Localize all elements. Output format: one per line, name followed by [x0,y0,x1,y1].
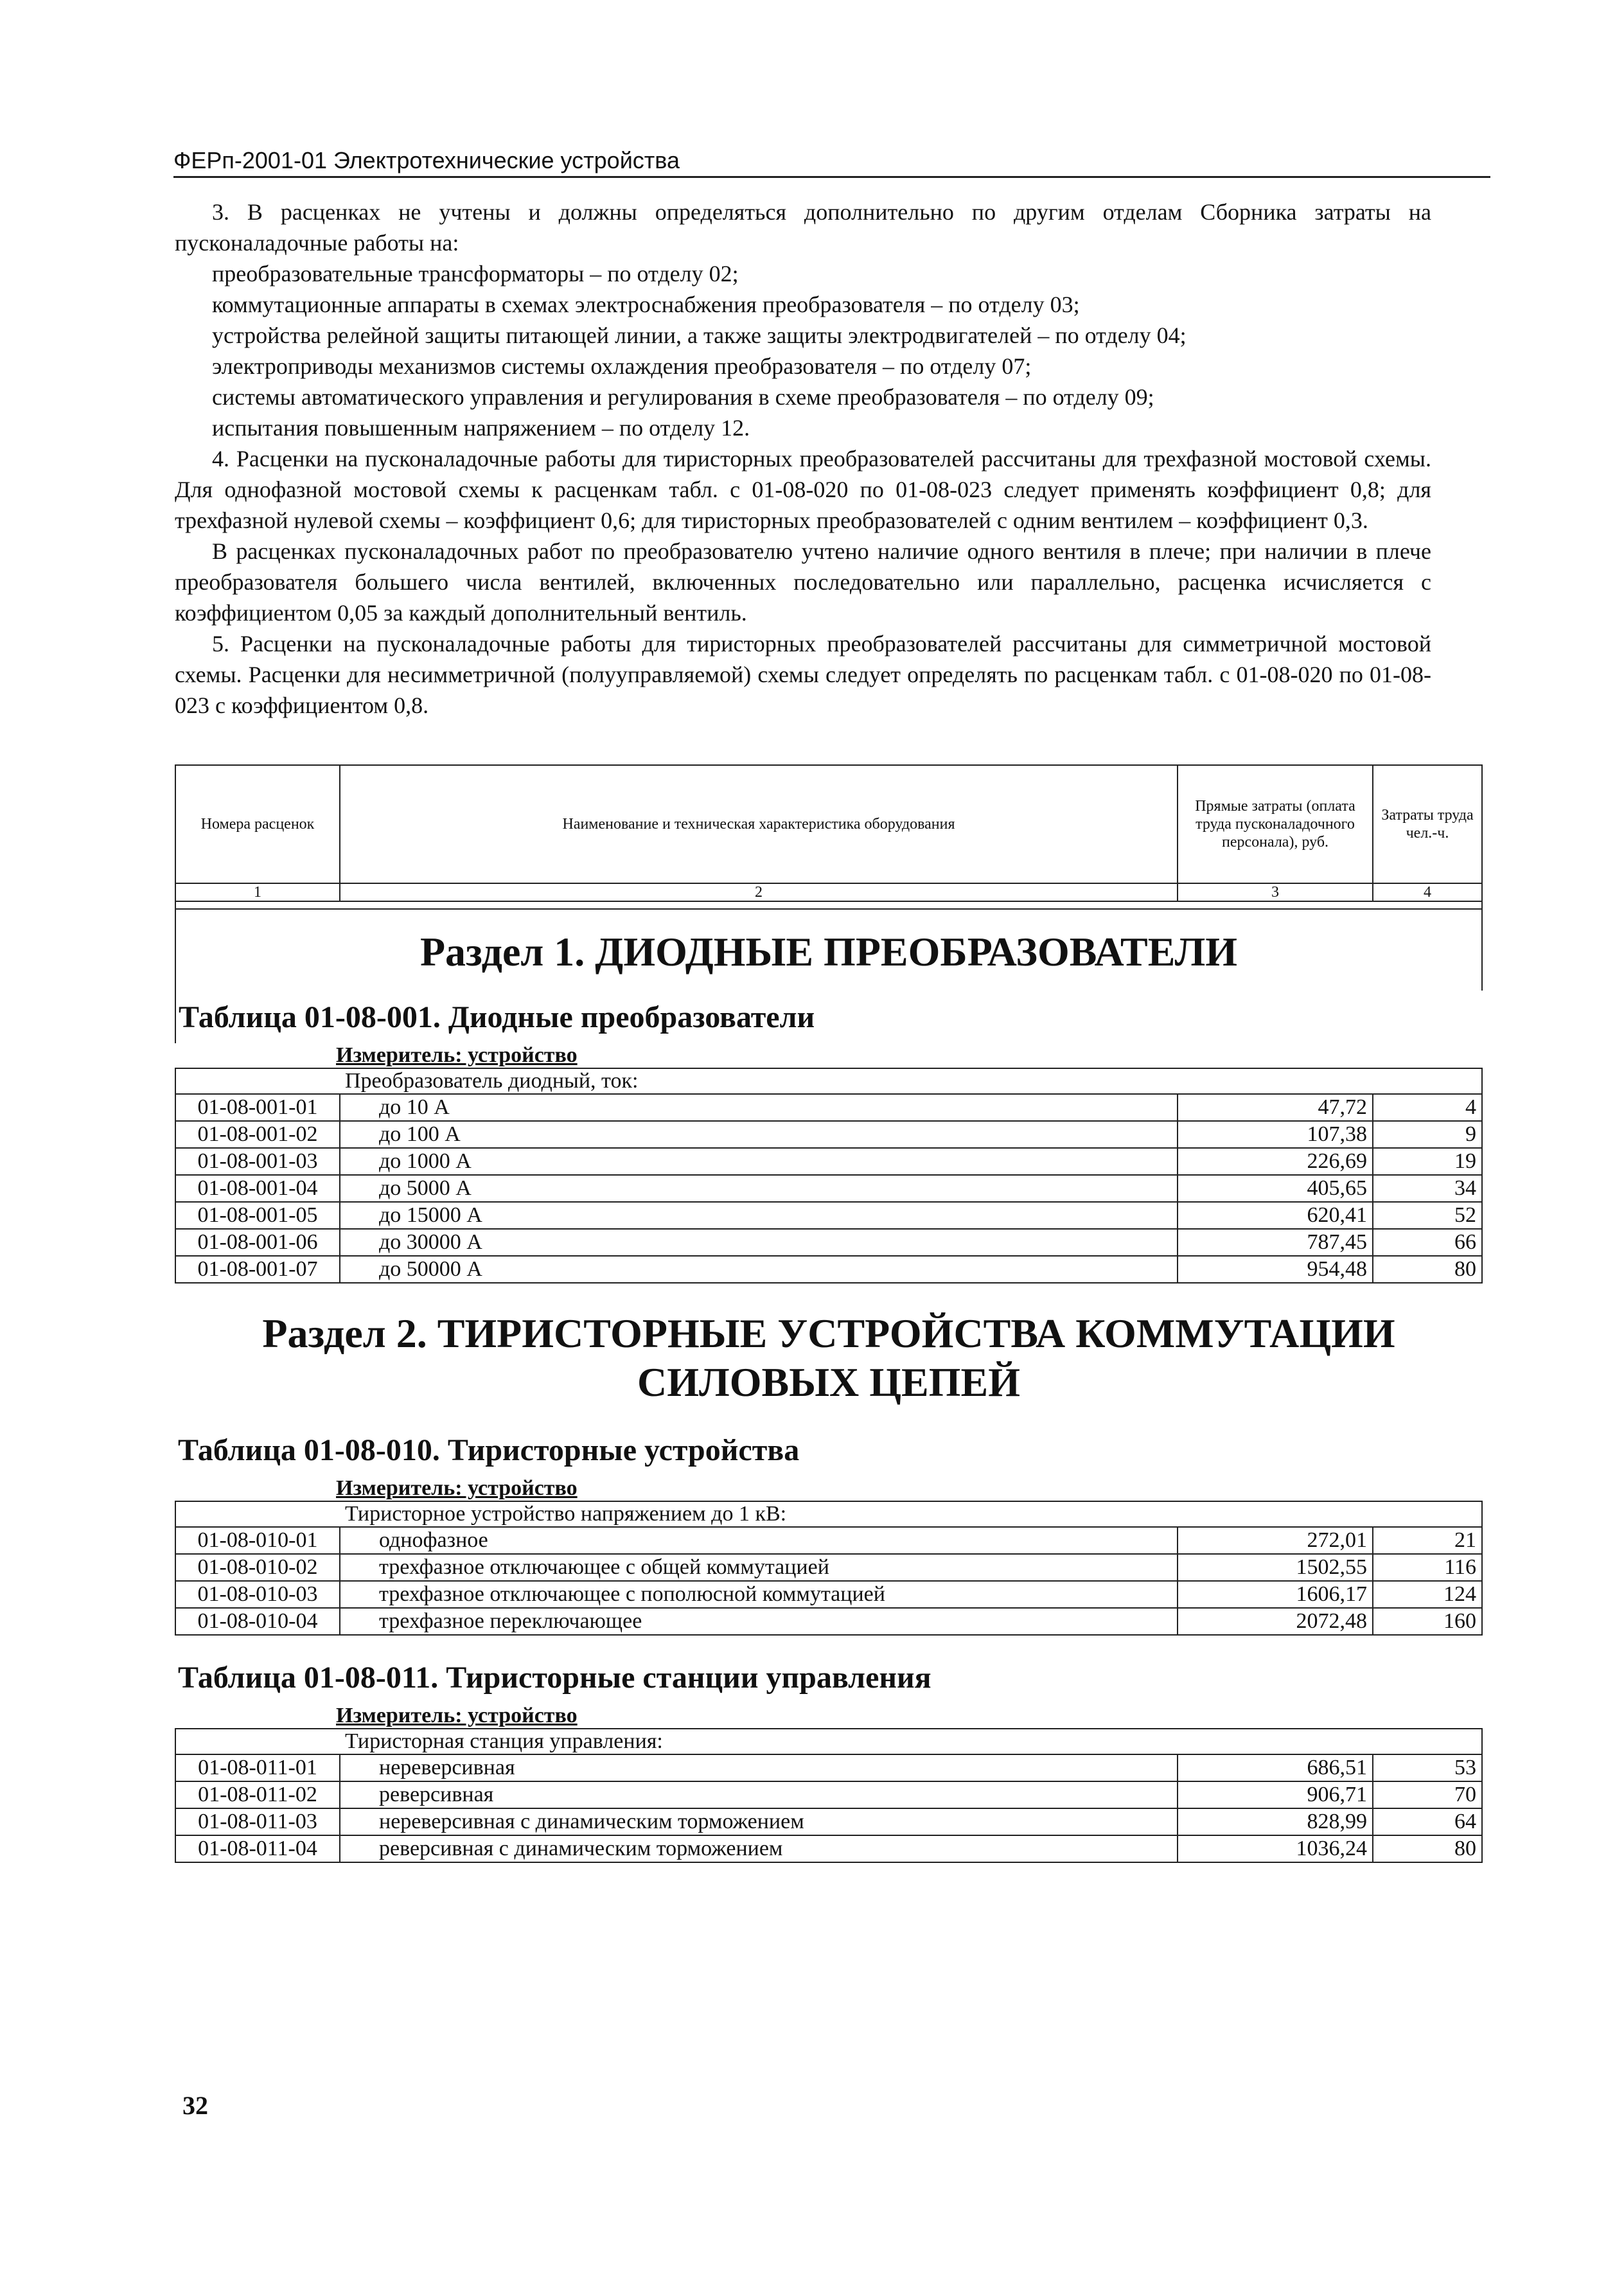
header-col-code: Номера расценок [175,765,340,883]
rate-code: 01-08-001-03 [175,1148,340,1175]
labor-value: 19 [1373,1148,1482,1175]
cost-value: 906,71 [1178,1781,1373,1808]
item-name: реверсивная с динамическим торможением [340,1835,1178,1862]
item-name: трехфазное отключающее с пополюсной коммутацией [340,1581,1178,1608]
table-row [175,1121,1482,1148]
col-number: 1 [175,883,340,901]
labor-value: 116 [1373,1554,1482,1581]
header-col-cost: Прямые затраты (оплата труда пусконаладочного персонала), руб. [1178,765,1373,883]
table-row [175,1781,1482,1808]
header-col-labor: Затраты труда чел.-ч. [1373,765,1482,883]
meter-label: Измеритель: устройство [175,1043,1482,1068]
labor-value: 124 [1373,1581,1482,1608]
table-row [175,1808,1482,1835]
item-name: до 50000 А [340,1256,1178,1283]
cost-value: 107,38 [1178,1121,1373,1148]
paragraph-3: 3. В расценках не учтены и должны определяться дополнительно по другим отделам Сборника затраты на пусконаладочные работы на: [175,199,1431,256]
labor-value: 4 [1373,1094,1482,1121]
rate-code: 01-08-011-04 [175,1835,340,1862]
item-name: трехфазное отключающее с общей коммутацией [340,1554,1178,1581]
labor-value: 52 [1373,1202,1482,1229]
spacer [175,901,1482,909]
cost-value: 620,41 [1178,1202,1373,1229]
labor-value: 80 [1373,1835,1482,1862]
table-row [175,1256,1482,1283]
list-item: устройства релейной защиты питающей линии, а также защиты электродвигателей – по отделу 04; [212,322,1187,348]
rate-code: 01-08-010-02 [175,1554,340,1581]
list-item: электроприводы механизмов системы охлаждения преобразователя – по отделу 07; [212,353,1032,379]
table-row [175,1148,1482,1175]
labor-value: 70 [1373,1781,1482,1808]
cost-value: 828,99 [1178,1808,1373,1835]
labor-value: 80 [1373,1256,1482,1283]
table-title: Таблица 01-08-011. Тиристорные станции управления [178,1661,931,1695]
rate-code: 01-08-010-04 [175,1608,340,1635]
item-name: до 15000 А [340,1202,1178,1229]
table-row [175,1608,1482,1635]
cost-value: 1606,17 [1178,1581,1373,1608]
labor-value: 66 [1373,1229,1482,1256]
cost-value: 686,51 [1178,1754,1373,1781]
section-title: Раздел 2. ТИРИСТОРНЫЕ УСТРОЙСТВА КОММУТАЦИИ СИЛОВЫХ ЦЕПЕЙ [262,1310,1395,1405]
meter-label: Измеритель: устройство [175,1476,1482,1501]
item-name: до 5000 А [340,1175,1178,1202]
cost-value: 2072,48 [1178,1608,1373,1635]
table-row [175,1229,1482,1256]
item-name: трехфазное переключающее [340,1608,1178,1635]
labor-value: 9 [1373,1121,1482,1148]
rate-code: 01-08-011-01 [175,1754,340,1781]
list-item: испытания повышенным напряжением – по отделу 12. [212,415,750,441]
item-name: нереверсивная [340,1754,1178,1781]
rate-code: 01-08-001-06 [175,1229,340,1256]
rate-code: 01-08-001-02 [175,1121,340,1148]
group-label: Тиристорное устройство напряжением до 1 кВ: [340,1501,1482,1527]
table-row [175,1835,1482,1862]
table-row [175,1554,1482,1581]
cost-value: 47,72 [1178,1094,1373,1121]
rate-code: 01-08-001-07 [175,1256,340,1283]
labor-value: 160 [1373,1608,1482,1635]
rate-code: 01-08-001-04 [175,1175,340,1202]
header-col-name: Наименование и техническая характеристика оборудования [340,765,1178,883]
cost-value: 272,01 [1178,1527,1373,1554]
table-row [175,1202,1482,1229]
rate-code: 01-08-011-03 [175,1808,340,1835]
cost-value: 226,69 [1178,1148,1373,1175]
labor-value: 53 [1373,1754,1482,1781]
cost-value: 405,65 [1178,1175,1373,1202]
price-table-wrapper [175,764,1481,1863]
list-item: преобразовательные трансформаторы – по отделу 02; [212,261,739,287]
table-row [175,1175,1482,1202]
rate-code: 01-08-001-05 [175,1202,340,1229]
table-row [175,1527,1482,1554]
rate-code: 01-08-010-01 [175,1527,340,1554]
item-name: однофазное [340,1527,1178,1554]
table-row [175,1581,1482,1608]
page-number: 32 [182,2091,208,2120]
col-number: 3 [1178,883,1373,901]
group-label: Тиристорная станция управления: [340,1729,1482,1754]
rate-code: 01-08-010-03 [175,1581,340,1608]
cost-value: 787,45 [1178,1229,1373,1256]
item-name: до 1000 А [340,1148,1178,1175]
running-header: ФЕРп-2001-01 Электротехнические устройства [173,146,1490,178]
cost-value: 954,48 [1178,1256,1373,1283]
table-title: Таблица 01-08-010. Тиристорные устройства [178,1433,800,1467]
section-title: Раздел 1. ДИОДНЫЕ ПРЕОБРАЗОВАТЕЛИ [175,909,1482,991]
cost-value: 1036,24 [1178,1835,1373,1862]
item-name: до 30000 А [340,1229,1178,1256]
col-number: 4 [1373,883,1482,901]
price-table [175,764,1483,1863]
paragraph-4: 4. Расценки на пусконаладочные работы для тиристорных преобразователей рассчитаны для трехфазной мостовой схемы. Для однофазной мостовой схемы к расценкам табл. с 01-08-020 по 01-08-023 следует применять коэффициент 0,8; для трехфазной нулевой схемы – коэффициент 0,6; для тиристорных преобразователей с одним вентилем – коэффициент 0,3. [175,446,1431,533]
item-name: нереверсивная с динамическим торможением [340,1808,1178,1835]
table-header-row [175,765,1482,883]
table-title: Таблица 01-08-001. Диодные преобразователи [175,991,1482,1043]
labor-value: 34 [1373,1175,1482,1202]
item-name: до 10 А [340,1094,1178,1121]
table-row [175,1754,1482,1781]
intro-text [175,197,1431,721]
item-name: до 100 А [340,1121,1178,1148]
group-label: Преобразователь диодный, ток: [340,1068,1482,1094]
cost-value: 1502,55 [1178,1554,1373,1581]
col-number: 2 [340,883,1178,901]
rate-code: 01-08-011-02 [175,1781,340,1808]
labor-value: 21 [1373,1527,1482,1554]
rate-code: 01-08-001-01 [175,1094,340,1121]
table-row [175,1094,1482,1121]
list-item: системы автоматического управления и регулирования в схеме преобразователя – по отделу 09; [212,384,1154,410]
column-numbers-row [175,883,1482,901]
paragraph-4b: В расценках пусконаладочных работ по преобразователю учтено наличие одного вентиля в плече; при наличии в плече преобразователя большего числа вентилей, включенных последовательно или параллельно, расценка исчисляется с коэффициентом 0,05 за каждый дополнительный вентиль. [175,538,1431,626]
paragraph-5: 5. Расценки на пусконаладочные работы для тиристорных преобразователей рассчитаны для симметричной мостовой схемы. Расценки для несимметричной (полууправляемой) схемы следует определять по расценкам табл. с 01-08-020 по 01-08-023 с коэффициентом 0,8. [175,631,1431,718]
item-name: реверсивная [340,1781,1178,1808]
labor-value: 64 [1373,1808,1482,1835]
list-item: коммутационные аппараты в схемах электроснабжения преобразователя – по отделу 03; [212,292,1080,317]
meter-label: Измеритель: устройство [175,1704,1482,1729]
